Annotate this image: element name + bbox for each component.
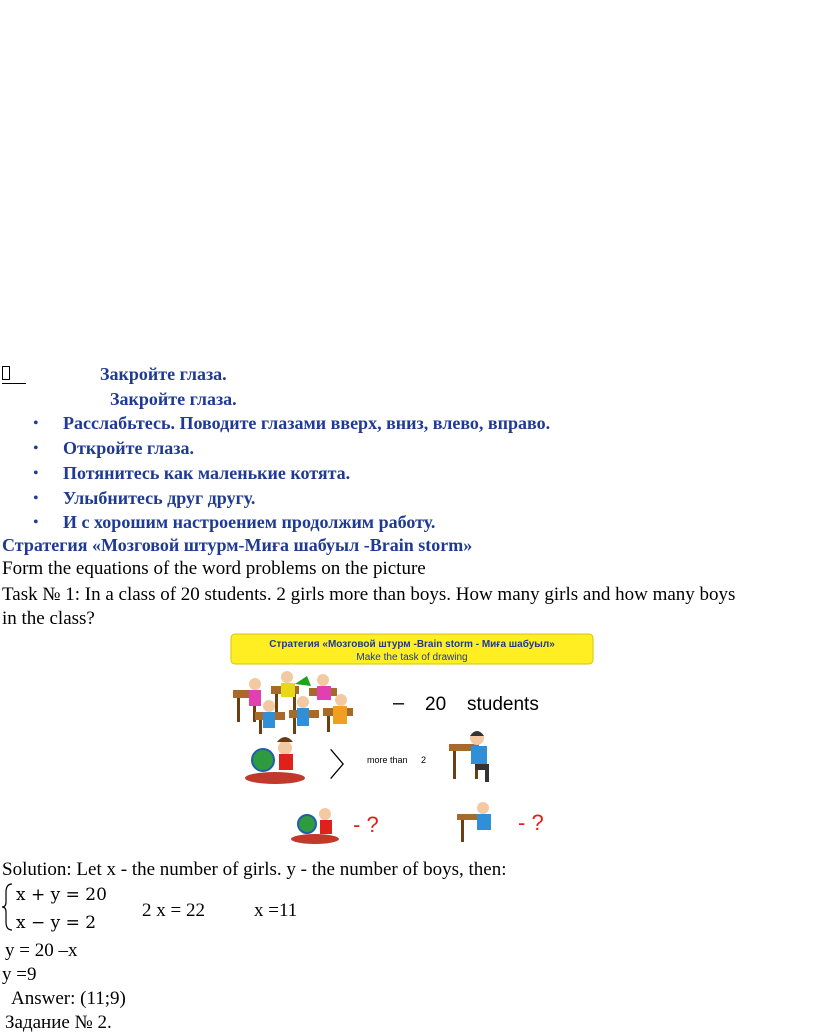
bullet-dot-icon: • — [33, 415, 39, 432]
next-task-heading: Задание № 2. — [5, 1012, 112, 1033]
bullet-dot-icon: • — [33, 465, 39, 482]
question-boys: - ? — [518, 810, 544, 835]
instruction-text: Form the equations of the word problems on the picture — [2, 558, 426, 579]
more-than-text: more than — [367, 755, 408, 765]
solution-step-1: 2 x = 22 — [142, 900, 205, 921]
students-count: 20 — [425, 694, 447, 715]
bullet-dot-icon: • — [33, 490, 39, 507]
exercise-line-1: Закройте глаза. — [100, 364, 227, 384]
strategy-heading: Стратегия «Мозговой штурм-Миға шабуыл -Brain storm» — [2, 535, 473, 555]
students-word: students — [467, 694, 539, 715]
bullet-dot-icon: • — [33, 440, 39, 457]
boy-at-desk-icon — [449, 731, 489, 782]
exercise-bullet: Улыбнитесь друг другу. — [63, 488, 256, 508]
boy-at-desk-icon-small — [457, 802, 491, 842]
exercise-bullet: И с хорошим настроением продолжим работу. — [63, 512, 436, 532]
exercise-bullet: Расслабьтесь. Поводите глазами вверх, вниз, влево, вправо. — [63, 413, 551, 433]
students-group-icon — [233, 671, 353, 734]
question-girls: - ? — [353, 812, 379, 837]
equation-1: x + y = 20 — [16, 885, 107, 905]
exercise-bullet: Потянитесь как маленькие котята. — [63, 463, 351, 483]
task-line-1: Task № 1: In a class of 20 students. 2 girls more than boys. How many girls and how many boys — [2, 584, 736, 605]
task-illustration — [225, 632, 600, 852]
y-value: y =9 — [2, 964, 37, 985]
exercise-bullet: Откройте глаза. — [63, 438, 195, 458]
answer: Answer: (11;9) — [11, 988, 126, 1009]
bullet-dot-icon: • — [33, 514, 39, 531]
solution-step-2: x =11 — [254, 900, 298, 921]
missing-glyph-icon — [2, 366, 10, 380]
girl-with-globe-icon-small — [291, 808, 339, 844]
glyph-underline — [2, 383, 26, 384]
comparison-sign: 〉 — [329, 747, 362, 783]
exercise-line-2: Закройте глаза. — [110, 389, 237, 409]
system-brace-icon — [2, 882, 14, 932]
dash-sign: – — [393, 692, 405, 714]
solution-intro: Solution: Let x - the number of girls. y - the number of boys, then: — [2, 859, 507, 880]
y-expression: y = 20 –x — [5, 940, 78, 961]
girl-with-globe-icon — [245, 737, 305, 784]
task-line-2: in the class? — [2, 608, 95, 629]
equation-2: x − y = 2 — [16, 913, 97, 933]
banner-title: Стратегия «Мозговой штурм -Brain storm - Миға шабуыл» — [269, 639, 555, 650]
more-than-value: 2 — [421, 755, 427, 765]
banner-subtitle: Make the task of drawing — [356, 652, 468, 663]
